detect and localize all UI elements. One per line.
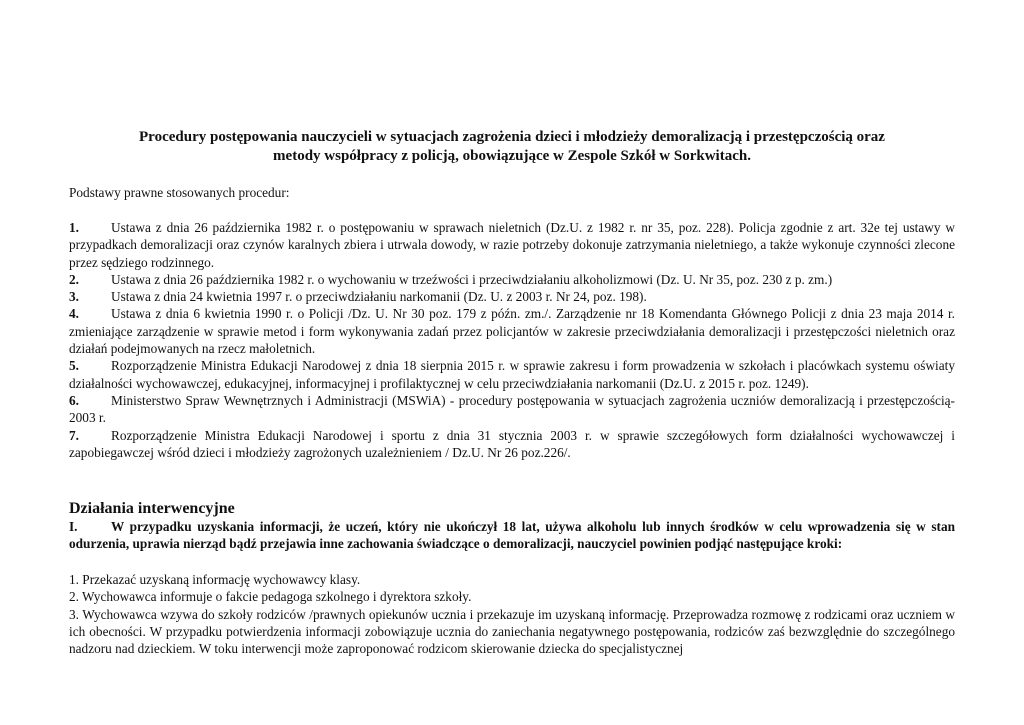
title-line-1: Procedury postępowania nauczycieli w sytuacjach zagrożenia dzieci i młodzieży demoralizacją i przestępczością oraz	[139, 129, 885, 145]
intervention-intro	[69, 518, 955, 553]
item-text: Rozporządzenie Ministra Edukacji Narodowej z dnia 18 sierpnia 2015 r. w sprawie zakresu i form prowadzenia w szkołach i placówkach systemu oświaty działalności wychowawczej, edukacyjnej, informacyjnej i profilaktycznej w celu przeciwdziałania narkomanii (Dz.U. z 2015 r. poz. 1249).	[69, 358, 955, 391]
step-1: 1. Przekazać uzyskaną informację wychowawcy klasy.	[69, 572, 361, 587]
item-number: 1.	[69, 220, 79, 235]
document-title	[69, 128, 955, 166]
item-number: 6.	[69, 392, 79, 408]
legal-basis-item-1	[69, 219, 955, 271]
step-3: 3. Wychowawca wzywa do szkoły rodziców /prawnych opiekunów ucznia i przekazuje im uzyskaną informację. Przeprowadza rozmowę z rodzicami oraz uczniem w ich obecności. W przypadku potwierdzenia informacji zobowiązuje ucznia do zaniechania negatywnego postępowania, rodziców zaś bezwzględnie do szczególnego nadzoru nad dzieckiem. W toku interwencji może zaproponować rodzicom skierowanie dziecka do specjalistycznej	[69, 606, 955, 657]
step-2: 2. Wychowawca informuje o fakcie pedagoga szkolnego i dyrektora szkoły.	[69, 589, 472, 605]
legal-basis-item-3	[69, 288, 955, 305]
item-number: 5.	[69, 358, 79, 374]
legal-basis-item-5	[69, 357, 955, 392]
title-line-2: metody współpracy z policją, obowiązujące w Zespole Szkół w Sorkwitach.	[273, 148, 751, 164]
item-text: Ustawa z dnia 6 kwietnia 1990 r. o Policji /Dz. U. Nr 30 poz. 179 z późn. zm./. Zarządzenie nr 18 Komendanta Głównego Policji z dnia 23 maja 2014 r. zmieniające zarządzenie w sprawie metod i form wykonywania zadań przez policjantów w zakresie przeciwdziałania demoralizacji i przestępczości nieletnich oraz działań podejmowanych na rzecz małoletnich.	[69, 306, 955, 357]
item-number: 2.	[69, 271, 79, 287]
item-number: 4.	[69, 306, 79, 322]
item-text: Ustawa z dnia 24 kwietnia 1997 r. o przeciwdziałaniu narkomanii (Dz. U. z 2003 r. Nr 24, poz. 198).	[111, 289, 647, 305]
legal-basis-list	[69, 219, 955, 461]
section-heading: Działania interwencyjne	[69, 500, 235, 517]
document-page	[69, 0, 955, 725]
legal-basis-heading: Podstawy prawne stosowanych procedur:	[69, 185, 290, 200]
item-text: Ustawa z dnia 26 października 1982 r. o postępowaniu w sprawach nieletnich (Dz.U. z 1982 r. nr 35, poz. 228). Policja zgodnie z art. 32e tej ustawy w przypadkach demoralizacji oraz czynów karalnych zbiera i utrwala dowody, w razie potrzeby dokonuje zatrzymania nieletniego, a także wykonuje czynności zlecone przez sędziego rodzinnego.	[69, 220, 955, 270]
item-text: Rozporządzenie Ministra Edukacji Narodowej i sportu z dnia 31 stycznia 2003 r. w sprawie szczegółowych form działalności wychowawczej i zapobiegawczej wśród dzieci i młodzieży zagrożonych uzależnieniem / Dz.U. Nr 26 poz.226/.	[69, 427, 955, 460]
item-text: Ministerstwo Spraw Wewnętrznych i Administracji (MSWiA) - procedury postępowania w sytuacjach zagrożenia uczniów demoralizacją i przestępczością- 2003 r.	[69, 392, 955, 426]
intervention-steps	[69, 571, 955, 657]
item-number: 3.	[69, 289, 79, 305]
legal-basis-item-4	[69, 305, 955, 357]
item-number: 7.	[69, 427, 79, 443]
legal-basis-item-7	[69, 427, 955, 462]
intro-text: W przypadku uzyskania informacji, że uczeń, który nie ukończył 18 lat, używa alkoholu lub innych środków w celu wprowadzenia się w stan odurzenia, uprawia nierząd bądź przejawia inne zachowania świadczące o demoralizacji, nauczyciel powinien podjąć następujące kroki:	[69, 519, 955, 552]
item-text: Ustawa z dnia 26 października 1982 r. o wychowaniu w trzeźwości i przeciwdziałaniu alkoholizmowi (Dz. U. Nr 35, poz. 230 z p. zm.)	[111, 271, 833, 287]
legal-basis-item-2	[69, 271, 955, 288]
intro-number: I.	[69, 519, 78, 534]
legal-basis-item-6	[69, 392, 955, 427]
